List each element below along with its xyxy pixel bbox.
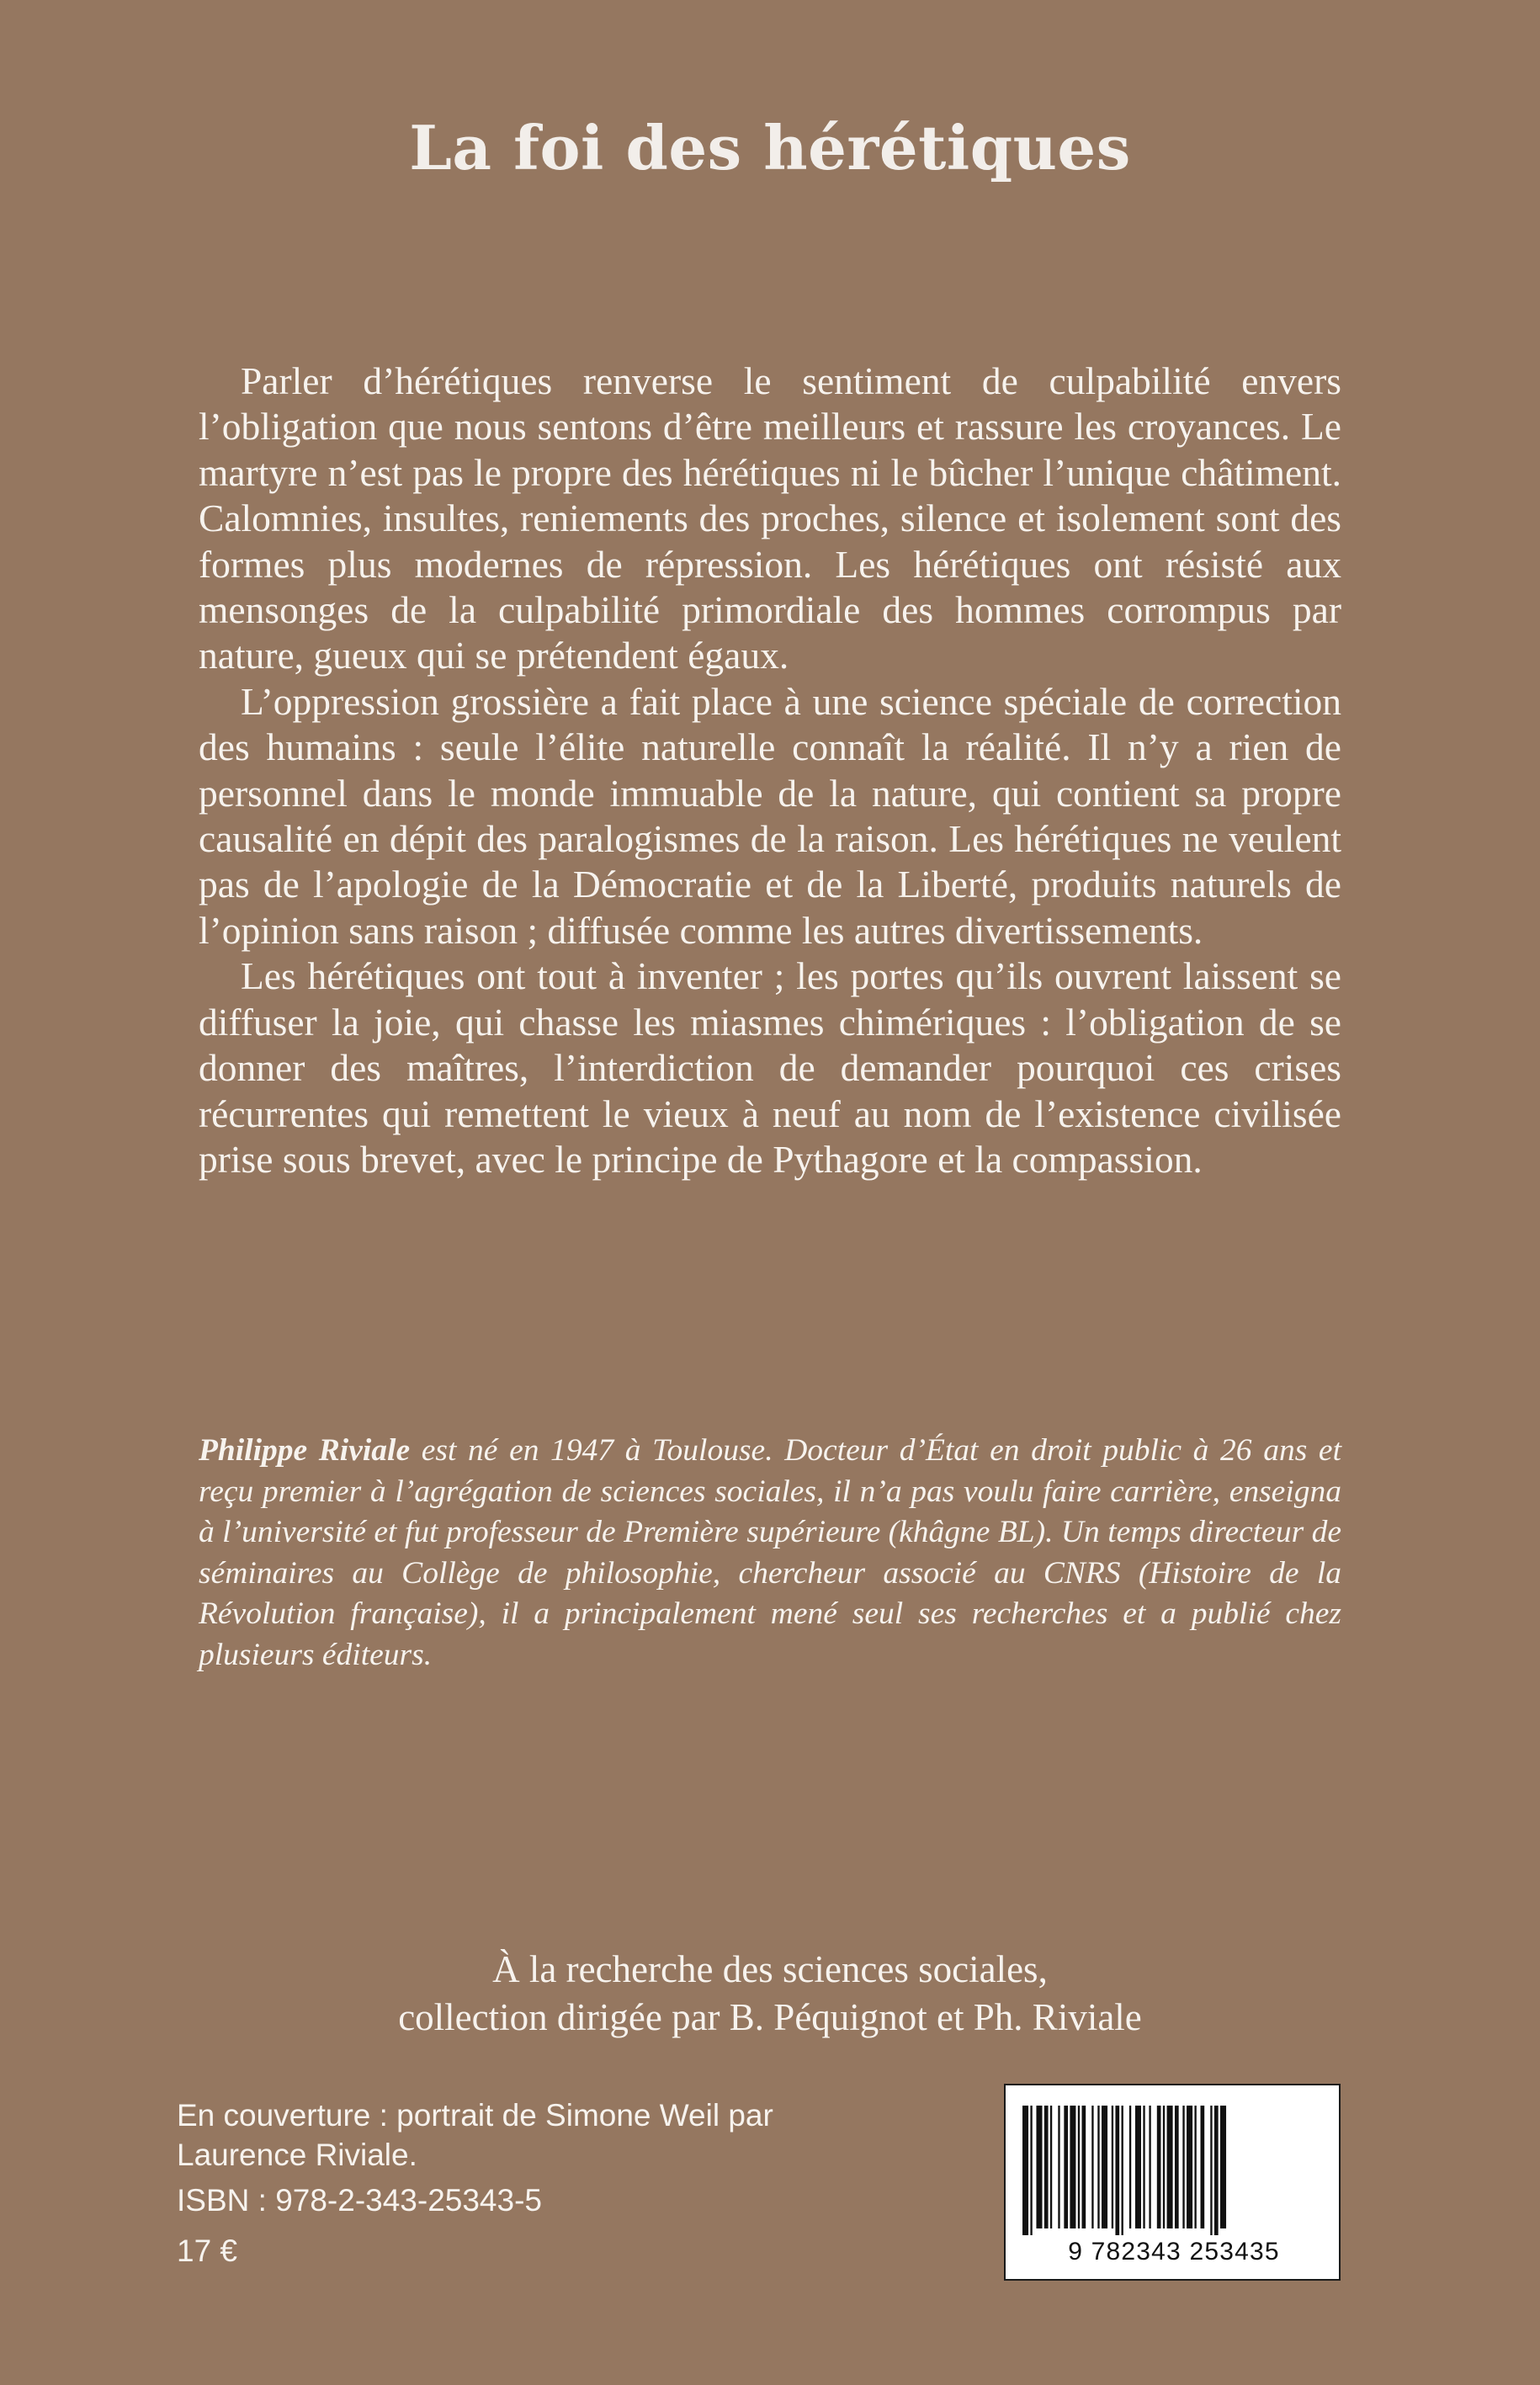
author-bio-text: est né en 1947 à Toulouse. Docteur d’État en droit public à 26 ans et reçu premier à l’agrégation de sciences sociales, il n’a pas voulu faire carrière, enseigna à l’université et fut professeur de Première supérieure (khâgne BL). Un temps directeur de séminaires au Collège de philosophie, chercheur associé au CNRS (Histoire de la Révolution française), il a principalement mené seul ses recherches et a publié chez plusieurs éditeurs.: [199, 1433, 1341, 1672]
collection-line: collection dirigée par B. Péquignot et Ph. Riviale: [398, 1996, 1142, 2038]
blurb-paragraph: Les hérétiques ont tout à inventer ; les portes qu’ils ouvrent laissent se diffuser la joie, qui chasse les miasmes chimériques : l’obligation de se donner des maîtres, l’interdiction de demander pourquoi ces crises récurrentes qui remettent le vieux à neuf au nom de l’existence civilisée prise sous brevet, avec le principe de Pythagore et la compassion.: [199, 954, 1341, 1181]
author-name: Philippe Riviale: [199, 1433, 411, 1468]
author-bio: [199, 1431, 1341, 1676]
collection-line: À la recherche des sciences sociales,: [492, 1948, 1048, 1990]
book-title: La foi des hérétiques: [409, 112, 1131, 183]
barcode: [1004, 2084, 1341, 2281]
book-blurb: [199, 359, 1341, 1182]
barcode-digits: 9 782343 253435: [1068, 2238, 1280, 2265]
blurb-paragraph: L’oppression grossière a fait place à une science spéciale de correction des humains : seule l’élite naturelle connaît la réalité. Il n’y a rien de personnel dans le monde immuable de la nature, qui contient sa propre causalité en dépit des paralogismes de la raison. Les hérétiques ne veulent pas de l’apologie de la Démocratie et de la Liberté, produits naturels de l’opinion sans raison ; diffusée comme les autres divertissements.: [199, 679, 1341, 952]
blurb-paragraph: Parler d’hérétiques renverse le sentiment de culpabilité envers l’obligation que nous sentons d’être meilleurs et rassure les croyances. Le martyre n’est pas le propre des hérétiques ni le bûcher l’unique châtiment. Calomnies, insultes, reniements des proches, silence et isolement sont des formes plus modernes de répression. Les hérétiques ont résisté aux mensonges de la culpabilité primordiale des hommes corrompus par nature, gueux qui se prétendent égaux.: [199, 359, 1341, 677]
cover-credit-line: Laurence Riviale.: [177, 2138, 417, 2172]
cover-credit-line: En couverture : portrait de Simone Weil par: [177, 2098, 773, 2133]
price-text: 17 €: [177, 2234, 238, 2268]
barcode-bars-icon: [1022, 2106, 1325, 2235]
collection-info: [0, 1946, 1540, 2042]
isbn-text: ISBN : 978-2-343-25343-5: [177, 2183, 542, 2218]
publication-meta: [177, 2096, 934, 2271]
